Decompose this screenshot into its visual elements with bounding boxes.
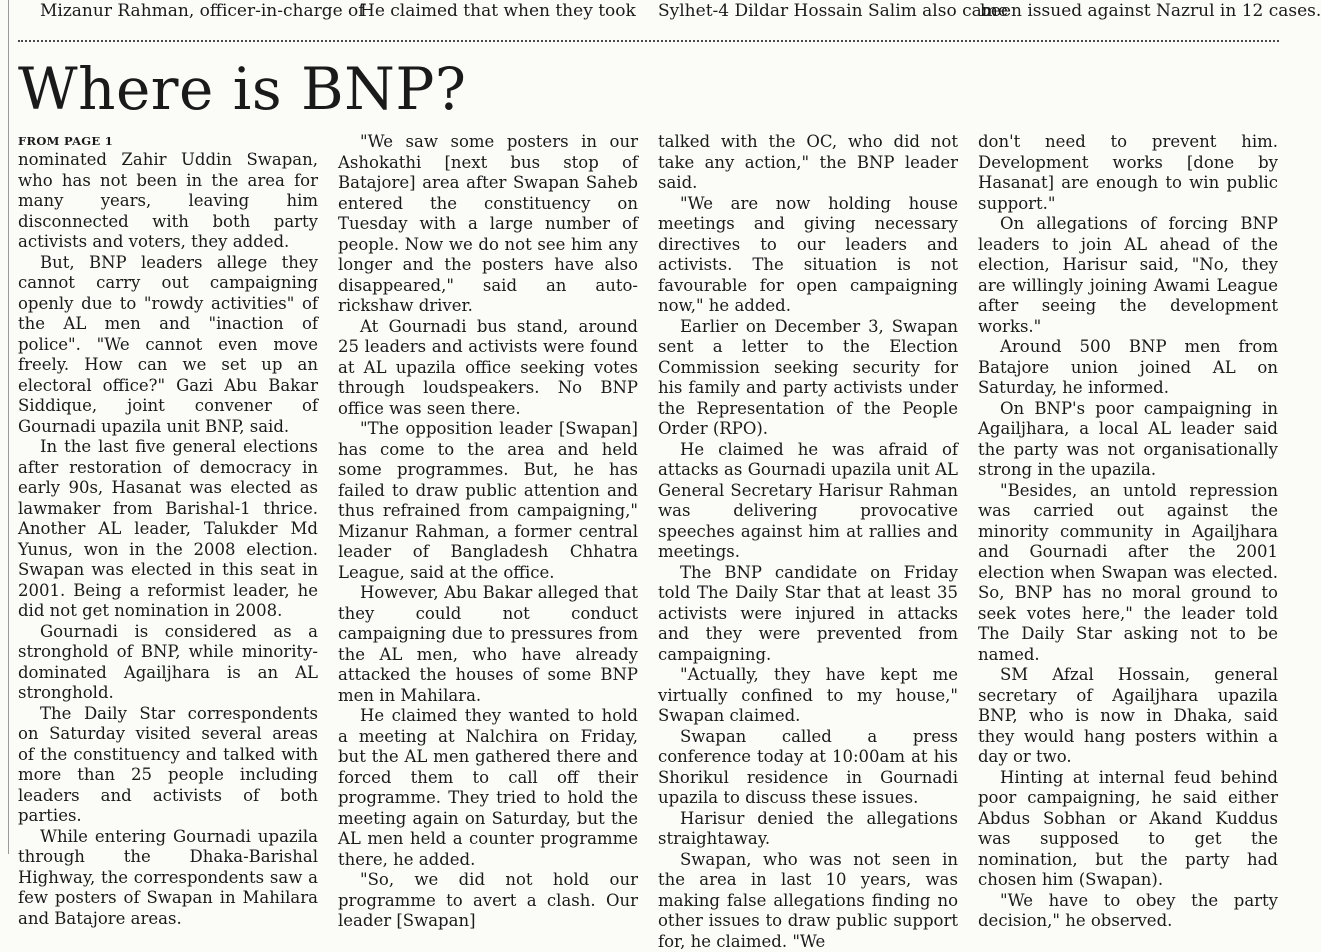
paragraph: While entering Gournadi upazila through the Dhaka-Barishal Highway, the correspondents saw a few posters of Swapan in Mahilara and Batajore areas. <box>18 827 318 930</box>
paragraph: SM Afzal Hossain, general secretary of Agailjhara upazila BNP, who is now in Dhaka, said they would hang posters within a day or two. <box>978 665 1278 768</box>
dotted-separator <box>18 40 1279 42</box>
paragraph: "We saw some posters in our Ashokathi [next bus stop of Batajore] area after Swapan Saheb entered the constituency on Tuesday with a large number of people. Now we do not see him any longer and the posters have also disappeared," said an auto-rickshaw driver. <box>338 132 638 317</box>
paragraph: "Besides, an untold repression was carried out against the minority community in Agailjhara and Gournadi after the 2001 election when Swapan was elected. So, BNP has no moral ground to seek votes here," the leader told The Daily Star asking not to be named. <box>978 481 1278 666</box>
paragraph: Harisur denied the allegations straightaway. <box>658 809 958 850</box>
paragraph: "Actually, they have kept me virtually confined to my house," Swapan claimed. <box>658 665 958 727</box>
article-column-4 <box>978 132 1278 854</box>
paragraph: Earlier on December 3, Swapan sent a letter to the Election Commission seeking security for his family and party activists under the Representation of the People Order (RPO). <box>658 317 958 440</box>
headline: Where is BNP? <box>18 56 467 122</box>
top-row-text: Mizanur Rahman, officer-in-charge of <box>40 0 340 22</box>
paragraph: Around 500 BNP men from Batajore union joined AL on Saturday, he informed. <box>978 337 1278 399</box>
paragraph: Hinting at internal feud behind poor campaigning, he said either Abdus Sobhan or Akand Kuddus was supposed to get the nomination, but the party had chosen him (Swapan). <box>978 768 1278 891</box>
paragraph: However, Abu Bakar alleged that they could not conduct campaigning due to pressures from the AL men, who have already attacked the houses of some BNP men in Mahilara. <box>338 583 638 706</box>
paragraph: The BNP candidate on Friday told The Daily Star that at least 35 activists were injured in attacks and they were prevented from campaigning. <box>658 563 958 666</box>
top-row-text: been issued against Nazrul in 12 cases. <box>980 0 1280 22</box>
paragraph: He claimed they wanted to hold a meeting at Nalchira on Friday, but the AL men gathered there and forced them to call off their programme. They tried to hold the meeting again on Saturday, but the AL men held a counter programme there, he added. <box>338 706 638 870</box>
paragraph: The Daily Star correspondents on Saturday visited several areas of the constituency and talked with more than 25 people including leaders and activists of both parties. <box>18 704 318 827</box>
paragraph: Swapan, who was not seen in the area in last 10 years, was making false allegations finding no other issues to draw public support for, he claimed. "We <box>658 850 958 952</box>
article-column-1 <box>18 132 318 854</box>
previous-article-tail <box>18 0 1285 24</box>
paragraph: In the last five general elections after restoration of democracy in early 90s, Hasanat was elected as lawmaker from Barishal-1 thrice. Another AL leader, Talukder Md Yunus, won in the 2008 election. Swapan was elected in this seat in 2001. Being a reformist leader, he did not get nomination in 2008. <box>18 437 318 622</box>
paragraph: "The opposition leader [Swapan] has come to the area and held some programmes. But, he has failed to draw public attention and thus refrained from campaigning," Mizanur Rahman, a former central leader of Bangladesh Chhatra League, said at the office. <box>338 419 638 583</box>
continuation-kicker: FROM PAGE 1 <box>18 132 318 150</box>
paragraph: don't need to prevent him. Development works [done by Hasanat] are enough to win public support." <box>978 132 1278 214</box>
article-column-3 <box>658 132 958 854</box>
paragraph: He claimed he was afraid of attacks as Gournadi upazila unit AL General Secretary Harisur Rahman was delivering provocative speeches against him at rallies and meetings. <box>658 440 958 563</box>
paragraph: "So, we did not hold our programme to avert a clash. Our leader [Swapan] <box>338 870 638 932</box>
article-column-2 <box>338 132 638 854</box>
paragraph: "We have to obey the party decision," he observed. <box>978 891 1278 932</box>
paragraph: At Gournadi bus stand, around 25 leaders and activists were found at AL upazila office seeking votes through loudspeakers. No BNP office was seen there. <box>338 317 638 420</box>
paragraph: "We are now holding house meetings and giving necessary directives to our leaders and activists. The situation is not favourable for open campaigning now," he added. <box>658 194 958 317</box>
top-row-text: He claimed that when they took <box>360 0 656 22</box>
paragraph: Swapan called a press conference today at 10:00am at his Shorikul residence in Gournadi upazila to discuss these issues. <box>658 727 958 809</box>
paragraph: On allegations of forcing BNP leaders to join AL ahead of the election, Harisur said, "No, they are willingly joining Awami League after seeing the development works." <box>978 214 1278 337</box>
paragraph: But, BNP leaders allege they cannot carry out campaigning openly due to "rowdy activities" of the AL men and "inaction of police". "We cannot even move freely. How can we set up an electoral office?" Gazi Abu Bakar Siddique, joint convener of Gournadi upazila unit BNP, said. <box>18 253 318 438</box>
left-column-rule <box>8 0 9 854</box>
paragraph: On BNP's poor campaigning in Agailjhara, a local AL leader said the party was not organisationally strong in the upazila. <box>978 399 1278 481</box>
top-row-text: Sylhet-4 Dildar Hossain Salim also came <box>658 0 978 22</box>
paragraph: Gournadi is considered as a stronghold of BNP, while minority-dominated Agailjhara is an AL stronghold. <box>18 622 318 704</box>
paragraph: nominated Zahir Uddin Swapan, who has not been in the area for many years, leaving him disconnected with both party activists and voters, they added. <box>18 150 318 253</box>
paragraph: talked with the OC, who did not take any action," the BNP leader said. <box>658 132 958 194</box>
